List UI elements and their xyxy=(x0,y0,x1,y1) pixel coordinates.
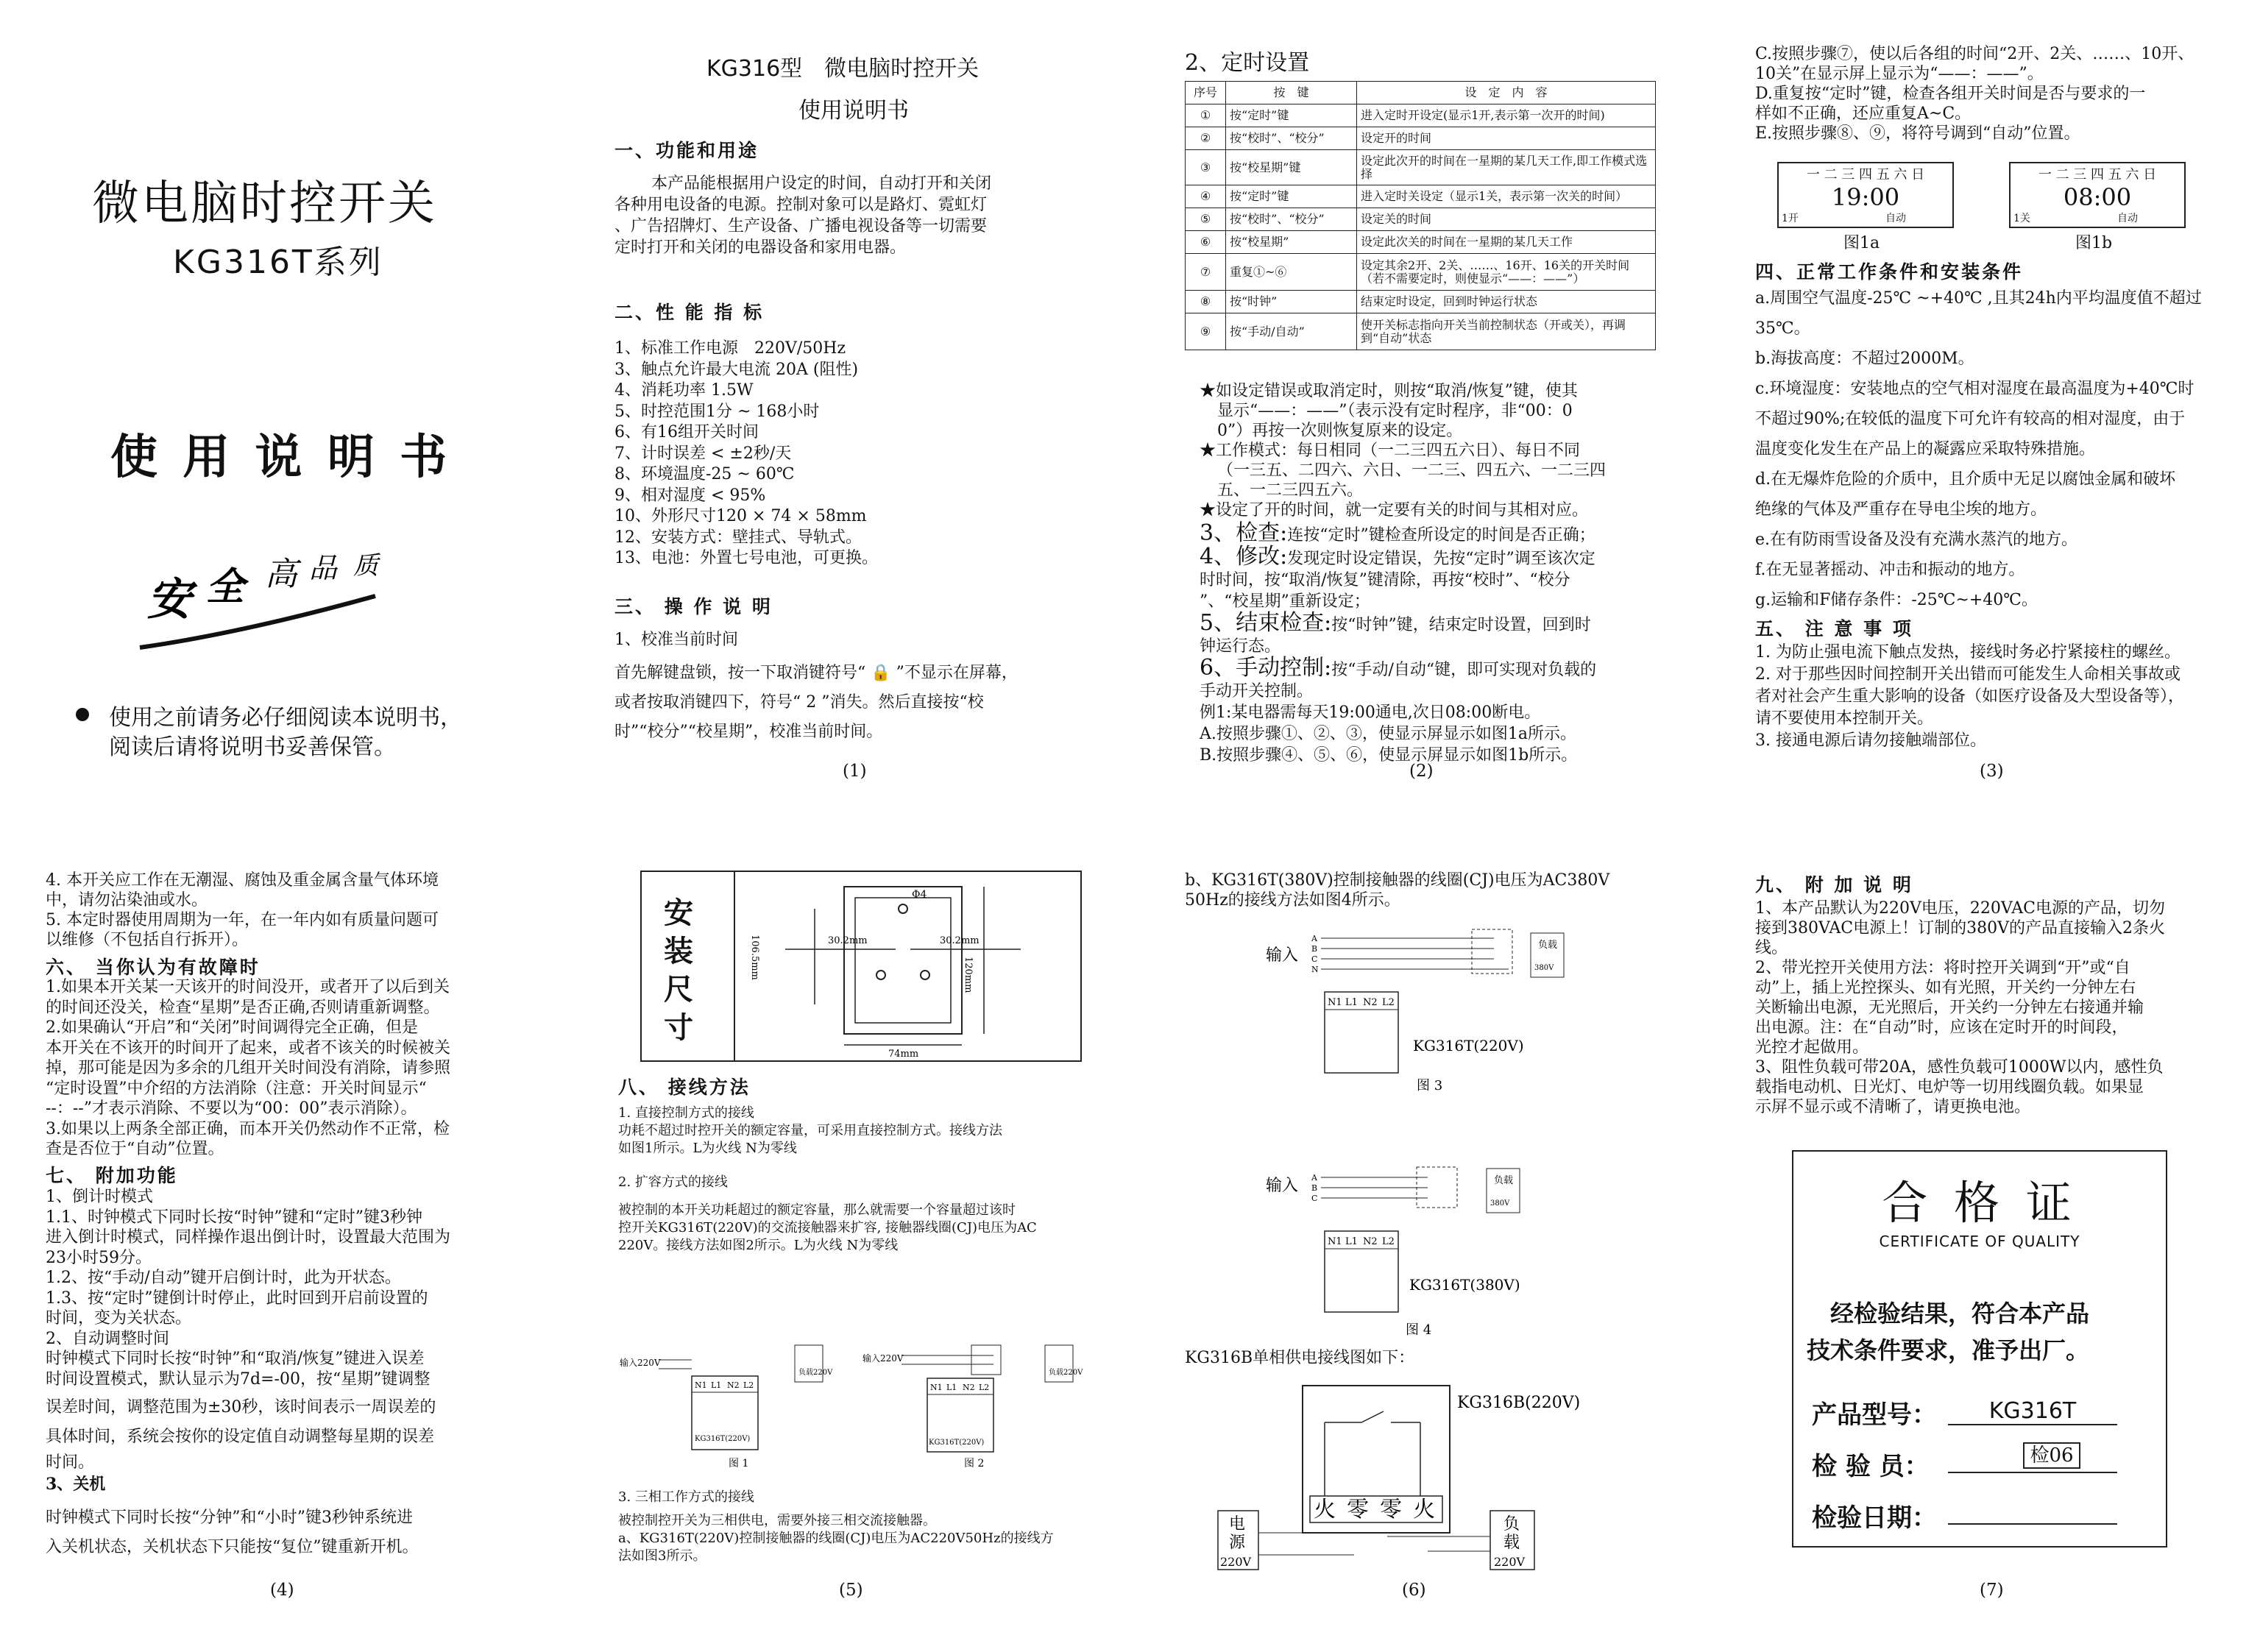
slogan-logo xyxy=(132,545,442,655)
svg-text:C: C xyxy=(1311,1194,1318,1203)
table-row: ① 按“定时”键 进入定时开设定(显示1开,表示第一次开的时间) xyxy=(1186,104,1656,127)
page-4 xyxy=(46,871,539,1628)
product-model-label: 产品型号： xyxy=(1812,1400,1937,1430)
section-1-heading: 一、功能和用途 xyxy=(614,140,759,161)
table-row: ③ 按“校星期”键 设定此次开的时间在一星期的某几天工作,即工作模式选择 xyxy=(1186,150,1656,185)
certificate-english: CERTIFICATE OF QUALITY xyxy=(1879,1233,2080,1250)
page-number-7: (7) xyxy=(1980,1581,2004,1600)
svg-text:N: N xyxy=(1311,965,1319,974)
page-number-2: (2) xyxy=(1409,762,1434,781)
svg-text:220V: 220V xyxy=(1494,1555,1526,1569)
wiring-text-b: b、KG316T(380V)控制接触器的线圈(CJ)电压为AC380V 50Hz的接线方法如图4所示。 xyxy=(1185,871,1610,910)
svg-text:高: 高 xyxy=(265,556,297,593)
page1-title: KG316型 微电脑时控开关 xyxy=(706,56,980,82)
svg-text:KG316B(220V): KG316B(220V) xyxy=(1457,1394,1581,1412)
svg-text:30.2mm: 30.2mm xyxy=(828,935,868,946)
section-6-heading: 六、 当你认为有故障时 xyxy=(46,957,261,978)
page-3 xyxy=(1755,44,2241,802)
cover-panel xyxy=(0,0,581,824)
section-7-text: 1、倒计时模式 1.1、时钟模式下同时长按“时钟”键和“定时”键3秒钟 进入倒计时模式，同样操作退出倒计时，设置最大范围为 23小时59分。 1.2、按“手动/自动”键开启倒计时，此为开状态。 1.3、按“定时”键倒计时停止，此时回到开启前设置的 时间，变为关状态。 2、自动调整时间 时钟模式下同时长按“时钟”和“取消/恢复”键进入误差 时间设置模式，默认显示为7d=-00，按“星期”键调整 xyxy=(46,1188,451,1389)
section-7-text-3: 时间。 xyxy=(46,1453,95,1472)
page2-title: 2、定时设置 xyxy=(1185,50,1310,76)
svg-text:负载: 负载 xyxy=(1538,940,1558,951)
wiring-diagram-2 xyxy=(861,1330,1104,1470)
svg-text:L1: L1 xyxy=(1345,1236,1358,1247)
svg-text:电: 电 xyxy=(1229,1515,1246,1534)
table-row: ④ 按“定时”键 进入定时关设定（显示1关，表示第一次关的时间） xyxy=(1186,185,1656,208)
page-number-4: (4) xyxy=(270,1581,294,1600)
inspector-label: 检 验 员： xyxy=(1812,1452,1930,1481)
section-7-text-2: 误差时间，调整范围为±30秒，该时间表示一周误差的 具体时间，系统会按你的设定值自动调整每星期的误差 xyxy=(46,1398,436,1446)
svg-text:安: 安 xyxy=(147,574,191,625)
section-3-heading: 三、 操 作 说 明 xyxy=(614,596,773,617)
svg-text:图 3: 图 3 xyxy=(1417,1078,1443,1091)
page-7 xyxy=(1755,871,2241,1628)
cover-note-1: 使用之前请务必仔细阅读本说明书， xyxy=(109,705,462,731)
svg-text:输入220V: 输入220V xyxy=(620,1358,661,1368)
svg-text:N1: N1 xyxy=(930,1383,943,1392)
cover-title: 微电脑时控开关 xyxy=(92,177,437,231)
section-9-heading: 九、 附 加 说 明 xyxy=(1755,874,1913,896)
power-off-heading: 3、关机 xyxy=(46,1475,106,1494)
spec-list: 1、标准工作电源 220V/50Hz 3、触点允许最大电流 20A (阻性) 4、消耗功率 1.5W 5、时控范围1分 ~ 168小时 6、有16组开关时间 7、计时误差 < ±2秒/天 8、环境温度-25 ~ 60℃ 9、相对湿度 < 95% 10、外形尺寸120 × 74 × 58mm 12、安装方式：壁挂式、导轨式。 13、电池：外置七号电池，可更换。 xyxy=(614,339,878,567)
page1-subtitle: 使用说明书 xyxy=(798,98,909,124)
svg-text:L2: L2 xyxy=(1382,1236,1395,1247)
timer-setting-table xyxy=(1185,81,1656,350)
section-3-sub: 1、校准当前时间 xyxy=(614,631,738,649)
svg-text:火: 火 xyxy=(1413,1497,1435,1522)
svg-text:N1: N1 xyxy=(1328,1236,1342,1247)
check-block: 3、检查:连按“定时”键检查所设定的时间是否正确； 4、修改:发现定时设定错误，先按“定时”调至该次定 时时间，按“取消/恢复”键清除，再按“校时”、“校分 ”、“校星期”重新设定； 5、结束检查:按“时钟”键，结束定时设置，回到时 钟运行态。 6、手动控制:按“手动/自动“键，即可实现对负载的 手动开关控制。 例1:某电器需每天19:00通电,次日08:00断电。 A.按照步骤①、②、③，使显示屏显示如图1a所示。 B.按照步骤④、⑤、⑥，使显示屏显示如图1b所示。 xyxy=(1200,520,1597,765)
svg-text:A: A xyxy=(1311,1173,1317,1183)
svg-text:KG316T(380V): KG316T(380V) xyxy=(1409,1276,1520,1294)
wiring-text-3: 3. 三相工作方式的接线 被控制控开关为三相供电，需要外接三相交流接触器。 a、KG316T(220V)控制接触器的线圈(CJ)电压为AC220V50Hz的接线方 法如图3所示。 xyxy=(618,1489,1054,1564)
inspector-stamp: 检06 xyxy=(2023,1442,2080,1469)
svg-text:图 2: 图 2 xyxy=(964,1458,985,1470)
page-5 xyxy=(618,871,1104,1628)
svg-text:Φ4: Φ4 xyxy=(912,889,927,901)
section-7-heading: 七、 附加功能 xyxy=(46,1165,178,1186)
cover-note-2: 阅读后请将说明书妥善保管。 xyxy=(109,734,396,760)
svg-text:380V: 380V xyxy=(1490,1199,1510,1208)
svg-text:N2: N2 xyxy=(1363,1236,1378,1247)
install-label: 安 装 尺 寸 xyxy=(664,896,693,1045)
quality-certificate xyxy=(1792,1150,2167,1548)
svg-text:106.5mm: 106.5mm xyxy=(749,935,760,980)
svg-text:N2: N2 xyxy=(1363,997,1378,1008)
svg-text:KG316T(220V): KG316T(220V) xyxy=(929,1439,985,1447)
svg-text:N2: N2 xyxy=(963,1383,975,1392)
table-row: ⑨ 按“手动/自动” 使开关标志指向开关当前控制状态（开或关），再调到“自动”状态 xyxy=(1186,313,1656,350)
svg-text:负载220V: 负载220V xyxy=(798,1369,833,1377)
svg-text:N1: N1 xyxy=(695,1380,707,1390)
svg-text:L2: L2 xyxy=(1382,997,1395,1008)
svg-text:负载220V: 负载220V xyxy=(1049,1369,1083,1377)
svg-text:C: C xyxy=(1311,954,1318,964)
table-row: ⑤ 按“校时”、“校分” 设定关的时间 xyxy=(1186,208,1656,231)
svg-text:全: 全 xyxy=(206,564,245,609)
inspection-date-field xyxy=(1948,1523,2117,1525)
svg-text:120mm: 120mm xyxy=(963,957,974,993)
certificate-text-1: 经检验结果，符合本产品 xyxy=(1830,1300,2090,1327)
cover-manual-title: 使 用 说 明 书 xyxy=(110,430,452,485)
svg-text:L1: L1 xyxy=(946,1383,957,1392)
section-3-text: 首先解键盘锁，按一下取消键符号“ 🔒 ”不显示在屏幕， 或者按取消键四下，符号“ 2 ”消失。然后直接按“校 时”“校分”“校星期”，校准当前时间。 xyxy=(614,664,1018,741)
product-model-value: KG316T xyxy=(1948,1398,2117,1425)
wiring-diagram-1 xyxy=(618,1338,854,1470)
table-row: ⑥ 按“校星期” 设定此次关的时间在一星期的某几天工作 xyxy=(1186,231,1656,254)
svg-text:74mm: 74mm xyxy=(888,1049,919,1060)
svg-text:零: 零 xyxy=(1347,1497,1369,1522)
svg-text:零: 零 xyxy=(1380,1497,1402,1522)
svg-text:N2: N2 xyxy=(727,1380,740,1390)
svg-text:图 1: 图 1 xyxy=(729,1458,749,1470)
svg-text:L2: L2 xyxy=(979,1383,990,1392)
svg-text:负: 负 xyxy=(1503,1515,1520,1534)
steps-block: C.按照步骤⑦，使以后各组的时间“2开、2关、……、10开、 10关”在显示屏上显示为“——：——”。 D.重复按“定时”键，检查各组开关时间是否与要求的一 样如不正确，还应重复A~C。 E.按照步骤⑧、⑨，将符号调到“自动”位置。 xyxy=(1755,45,2195,143)
page-number-5: (5) xyxy=(839,1581,863,1600)
table-header: 序号 按 键 设 定 内 容 xyxy=(1186,82,1656,104)
inspector-field xyxy=(1948,1472,2117,1473)
section-4-heading: 四、正常工作条件和安装条件 xyxy=(1755,261,2024,283)
table-row: ② 按“校时”、“校分” 设定开的时间 xyxy=(1186,127,1656,150)
install-dimension-box xyxy=(640,871,1082,1062)
section-5-heading: 五、 注 意 事 项 xyxy=(1755,618,1913,639)
wiring-text-2: 2. 扩容方式的接线 被控制的本开关功耗超过的额定容量，那么就需要一个容量超过该时 控开关KG316T(220V)的交流接触器来扩容, 接触器线圈(CJ)电压为AC 220V。接线方法如图2所示。L为火线 N为零线 xyxy=(618,1174,1037,1253)
svg-text:源: 源 xyxy=(1229,1534,1246,1552)
section-9-text: 1、本产品默认为220V电压，220VAC电源的产品，切勿 接到380VAC电源上！订制的380V的产品直接输入2条火 线。 2、带光控开关使用方法：将时控开关调到“开”或“自 动”上，插上光控探头、如有光照，开关约一分钟左右 关断输出电源，无光照后，开关约一分钟左右接通并输 出电源。注：在“自动”时，应该在定时开的时间段， 光控才起做用。 3、阻性负载可带20A，感性负载可1000W以内，感性负 载指电动机、日光灯、电炉等一切用线圈负载。如果显 示屏不显示或不清晰了，请更换电池。 xyxy=(1755,899,2165,1116)
svg-text:输入220V: 输入220V xyxy=(862,1353,904,1364)
section-1-text: 本产品能根据用户设定的时间，自动打开和关闭 各种用电设备的电源。控制对象可以是路灯、霓虹灯 、广告招牌灯、生产设备、广播电视设备等一切需要 定时打开和关闭的电器设备和家用电器。 xyxy=(614,174,992,257)
svg-text:质: 质 xyxy=(353,551,378,581)
lcd-display-1a: 一 二 三 四 五 六 日 19:00 1开 自动 xyxy=(1777,162,1954,228)
notes-4-5: 4. 本开关应工作在无潮湿、腐蚀及重金属含量气体环境 中，请勿沾染油或水。 5. 本定时器使用周期为一年，在一年内如有质量问题可 以维修（不包括自行拆开）。 xyxy=(46,871,439,949)
notes-block: ★如设定错误或取消定时，则按“取消/恢复”键，使其 显示“——：——”（表示没有定时程序，非“00：0 0”）再按一次则恢复原来的设定。 ★工作模式：每日相同（一二三四五六日）、每日不同 （一三五、二四六、六日、一二三、四五六、一二三四 五、一二三四五六。 ★设定了开的时间，就一定要有关的时间与其相对应。 xyxy=(1200,382,1607,520)
page-number-1: (1) xyxy=(843,762,867,781)
wiring-diagram-kg316b xyxy=(1214,1378,1626,1577)
wiring-diagram-4 xyxy=(1266,1161,1619,1345)
dimension-drawing xyxy=(741,876,1080,1060)
kg316b-caption: KG316B单相供电接线图如下： xyxy=(1185,1349,1415,1367)
table-row: ⑦ 重复①~⑥ 设定其余2开、2关、……、16开、16关的开关时间（若不需要定时，则使显示“——：——”） xyxy=(1186,254,1656,291)
section-6-text: 1.如果本开关某一天该开的时间没开，或者开了以后到关 的时间还没关，检查“星期”是否正确,否则请重新调整。 2.如果确认“开启”和“关闭”时间调得完全正确，但是 本开关在不该开的时间开了起来，或者不该关的时候被关 掉，那可能是因为多余的几组开关时间没有消除，请参照 “定时设置”中介绍的方法消除（注意：开关时间显示“ --：--”才表示消除、不要以为“00：00”表示消除）。 3.如果以上两条全部正确，而本开关仍然动作不正常，检 查是否位于“自动”位置。 xyxy=(46,978,451,1158)
svg-text:N1: N1 xyxy=(1328,997,1342,1008)
svg-text:380V: 380V xyxy=(1534,964,1554,972)
figure-1b-caption: 图1b xyxy=(2075,234,2113,252)
section-4-text: a.周围空气温度-25℃ ~+40℃ ,且其24h内平均温度值不超过 35℃。 b.海拔高度：不超过2000M。 c.环境湿度：安装地点的空气相对湿度在最高温度为+40℃时 不超过90%;在较低的温度下可允许有较高的相对湿度，由于 温度变化发生在产品上的凝露应采取特殊措施。 d.在无爆炸危险的介质中，且介质中无足以腐蚀金属和破坏 绝缘的气体及严重存在导电尘埃的地方。 e.在有防雨雪设备及没有充满水蒸汽的地方。 f.在无显著摇动、冲击和振动的地方。 g.运输和F储存条件：-25℃~+40℃。 xyxy=(1755,289,2202,609)
svg-text:30.2mm: 30.2mm xyxy=(940,935,980,946)
section-2-heading: 二、性 能 指 标 xyxy=(614,302,765,323)
inspection-date-label: 检验日期： xyxy=(1812,1503,1937,1533)
table-row: ⑧ 按“时钟” 结束定时设定，回到时钟运行状态 xyxy=(1186,291,1656,313)
wiring-diagram-3 xyxy=(1266,922,1619,1091)
section-5-text: 1. 为防止强电流下触点发热，接线时务必拧紧接柱的螺丝。 2. 对于那些因时间控制开关出错而可能发生人命相关事故或 者对社会产生重大影响的设备（如医疗设备及大型设备等）， 请不要使用本控制开关。 3. 接通电源后请勿接触端部位。 xyxy=(1755,643,2185,750)
certificate-title: 合 格 证 xyxy=(1882,1176,2077,1230)
svg-text:火: 火 xyxy=(1314,1497,1336,1522)
svg-text:输入: 输入 xyxy=(1266,1177,1299,1195)
certificate-text-2: 技术条件要求，准予出厂。 xyxy=(1807,1336,2090,1364)
page-number-6: (6) xyxy=(1402,1581,1426,1600)
svg-text:L1: L1 xyxy=(1345,997,1358,1008)
svg-text:品: 品 xyxy=(309,552,338,584)
svg-text:L2: L2 xyxy=(743,1380,754,1390)
svg-text:载: 载 xyxy=(1503,1534,1520,1552)
page-1 xyxy=(614,44,1115,802)
svg-text:负载: 负载 xyxy=(1494,1175,1514,1186)
figure-1a-caption: 图1a xyxy=(1843,234,1880,252)
svg-text:220V: 220V xyxy=(1220,1555,1252,1569)
page-2 xyxy=(1185,44,1656,802)
section-8-heading: 八、 接线方法 xyxy=(618,1077,751,1098)
svg-text:KG316T(220V): KG316T(220V) xyxy=(1413,1037,1524,1054)
svg-text:L1: L1 xyxy=(711,1380,722,1390)
lcd-display-1b: 一 二 三 四 五 六 日 08:00 1关 自动 xyxy=(2009,162,2186,228)
wiring-text-1: 1. 直接控制方式的接线 功耗不超过时控开关的额定容量，可采用直接控制方式。接线方法 如图1所示。L为火线 N为零线 xyxy=(618,1105,1002,1156)
bullet-dot xyxy=(76,708,89,721)
svg-text:KG316T(220V): KG316T(220V) xyxy=(695,1435,751,1443)
page-6 xyxy=(1185,871,1671,1628)
svg-text:图 4: 图 4 xyxy=(1406,1322,1432,1338)
cover-series: KG316T系列 xyxy=(173,244,383,281)
page-number-3: (3) xyxy=(1980,762,2004,781)
power-off-text: 时钟模式下同时长按“分钟”和“小时”键3秒钟系统进 入关机状态，关机状态下只能按“复位”键重新开机。 xyxy=(46,1509,419,1556)
svg-text:B: B xyxy=(1311,944,1318,954)
svg-text:输入: 输入 xyxy=(1266,946,1299,965)
svg-text:A: A xyxy=(1311,934,1317,943)
svg-text:B: B xyxy=(1311,1183,1318,1193)
